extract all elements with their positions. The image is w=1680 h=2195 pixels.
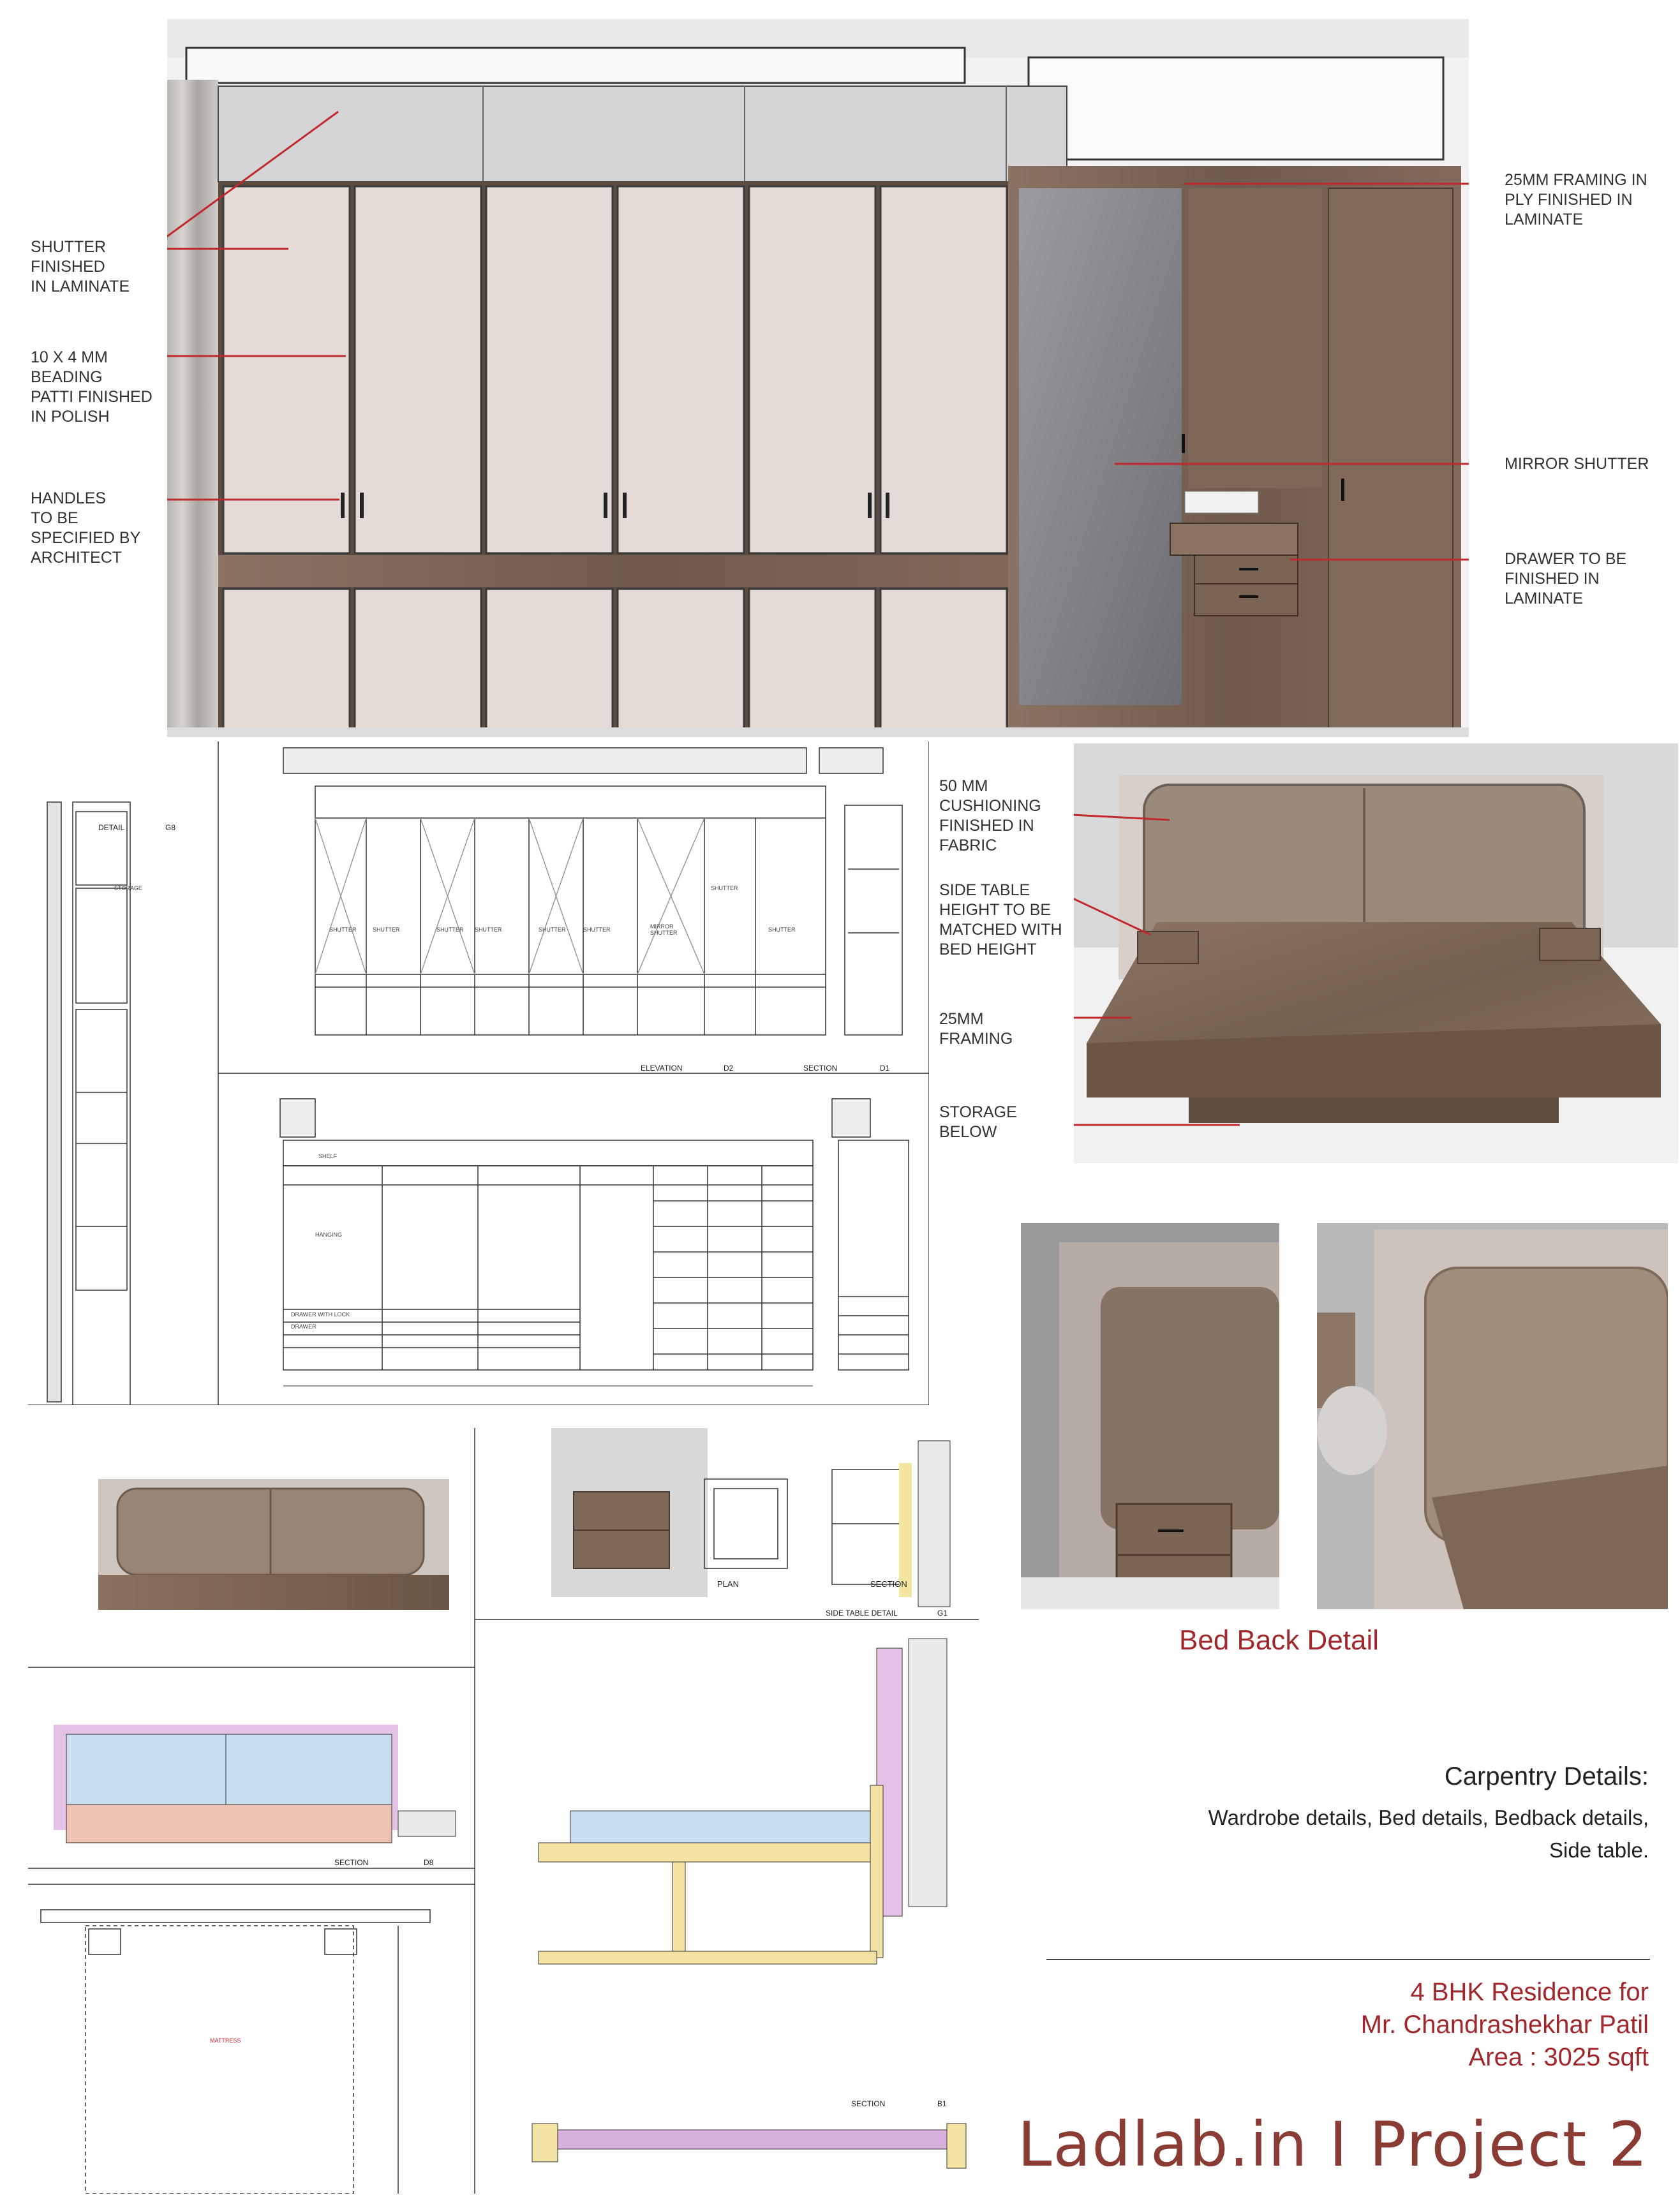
- info-heading: Carpentry Details:: [1444, 1762, 1649, 1790]
- bed-back-title: Bed Back Detail: [1179, 1625, 1379, 1656]
- bed-back-photo-2-graphic: [1317, 1223, 1668, 1609]
- bed-drawings-graphic: [28, 1428, 979, 2194]
- project-line-2: Mr. Chandrashekhar Patil: [1360, 2011, 1649, 2039]
- info-divider: [1046, 1959, 1650, 1960]
- bed-render-graphic: [1074, 743, 1678, 1163]
- callout-beading-patti: 10 X 4 MM BEADING PATTI FINISHED IN POLISH: [31, 348, 152, 426]
- side-table-detail-title: SIDE TABLE DETAIL: [826, 1609, 898, 1618]
- hanging-label: HANGING: [315, 1231, 343, 1238]
- callout-side-table-height: SIDE TABLE HEIGHT TO BE MATCHED WITH BED HEIGHT: [939, 881, 1062, 958]
- detail-g8-title: DETAIL: [98, 823, 125, 832]
- bed-drawing-sheet: [28, 1428, 979, 2194]
- shelf-label: SHELF: [318, 1153, 338, 1159]
- elevation-d2-code: D2: [724, 1064, 734, 1073]
- info-line-1: Wardrobe details, Bed details, Bedback details,: [1208, 1806, 1649, 1829]
- callout-mirror-shutter: MIRROR SHUTTER: [1505, 455, 1649, 473]
- callout-50mm-cushioning: 50 MM CUSHIONING FINISHED IN FABRIC: [939, 777, 1041, 854]
- mattress-label: MATTRESS: [210, 2037, 241, 2044]
- side-table-detail-code: G1: [937, 1609, 948, 1618]
- bed-back-photo-1: [1021, 1223, 1279, 1609]
- shutter-label-5: SHUTTER: [539, 926, 566, 933]
- brand-title: Ladlab.in I Project 2: [1017, 2109, 1649, 2180]
- elevation-d2-title: ELEVATION: [641, 1064, 683, 1073]
- bed-back-photo-1-graphic: [1021, 1223, 1279, 1609]
- shutter-label-2: SHUTTER: [373, 926, 400, 933]
- callout-drawer-finish: DRAWER TO BE FINISHED IN LAMINATE: [1505, 550, 1627, 607]
- wardrobe-drawing-sheet: [28, 741, 929, 1405]
- shutter-label-3: SHUTTER: [436, 926, 464, 933]
- callout-25mm-framing: 25MM FRAMING IN PLY FINISHED IN LAMINATE: [1505, 171, 1647, 228]
- wardrobe-render-graphic: [167, 19, 1469, 737]
- plan-label: PLAN: [717, 1579, 739, 1589]
- bed-render: [1074, 743, 1678, 1163]
- storage-label: STORAGE: [114, 885, 142, 891]
- callout-handles: HANDLES TO BE SPECIFIED BY ARCHITECT: [31, 489, 141, 567]
- section-d8-title: SECTION: [334, 1858, 369, 1867]
- section-d1-code: D1: [880, 1064, 890, 1073]
- wardrobe-render: [167, 19, 1469, 737]
- info-line-2: Side table.: [1549, 1838, 1649, 1862]
- drawer-with-lock-label: DRAWER WITH LOCK: [291, 1311, 350, 1318]
- shutter-label-1: SHUTTER: [329, 926, 357, 933]
- drawer-label: DRAWER: [291, 1323, 316, 1330]
- bed-back-photo-2: [1317, 1223, 1668, 1609]
- shutter-label-6: SHUTTER: [583, 926, 611, 933]
- callout-shutter-finish: SHUTTER FINISHED IN LAMINATE: [31, 238, 130, 295]
- project-line-1: 4 BHK Residence for: [1410, 1978, 1649, 2006]
- project-line-3: Area : 3025 sqft: [1468, 2043, 1649, 2071]
- shutter-label-9: SHUTTER: [711, 885, 738, 891]
- shutter-label-10: SHUTTER: [768, 926, 796, 933]
- callout-storage-below: STORAGE BELOW: [939, 1103, 1017, 1141]
- shutter-label-4: SHUTTER: [475, 926, 502, 933]
- mirror-shutter-label: MIRROR SHUTTER: [650, 923, 678, 936]
- section-b1-title: SECTION: [851, 2099, 886, 2108]
- detail-g8-code: G8: [165, 823, 176, 832]
- section-d8-code: D8: [424, 1858, 434, 1867]
- section-b1-code: B1: [937, 2099, 947, 2108]
- wardrobe-drawings-graphic: [28, 741, 929, 1405]
- callout-25mm-framing-bed: 25MM FRAMING: [939, 1010, 1013, 1048]
- section-label: SECTION: [870, 1579, 907, 1589]
- section-d1-title: SECTION: [803, 1064, 838, 1073]
